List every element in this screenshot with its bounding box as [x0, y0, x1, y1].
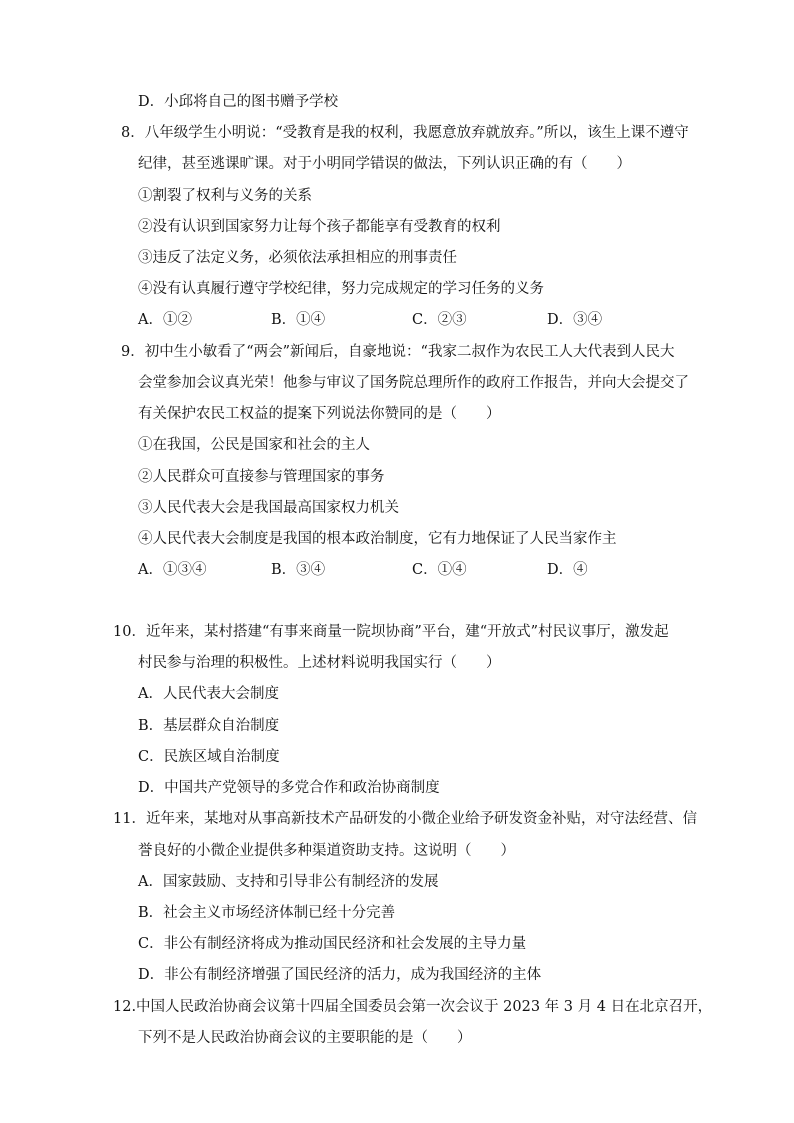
answer-option: C．②③	[412, 312, 467, 328]
answer-option: D．③④	[547, 312, 603, 328]
text-line: 下列不是人民政治协商会议的主要职能的是（ ）	[138, 1030, 472, 1046]
text-line: B．社会主义市场经济体制已经十分完善	[138, 905, 396, 921]
text-line: ③违反了法定义务，必须依法承担相应的刑事责任	[138, 250, 457, 266]
text-line: C．民族区域自治制度	[138, 749, 280, 765]
text-line: 10．近年来，某村搭建“有事来商量一院坝协商”平台，建“开放式”村民议事厅，激发起	[113, 624, 669, 640]
text-line: ②没有认识到国家努力让每个孩子都能享有受教育的权利	[138, 219, 501, 235]
answer-option: D．④	[547, 562, 588, 578]
text-line: ④没有认真履行遵守学校纪律，努力完成规定的学习任务的义务	[138, 281, 544, 297]
text-line: ②人民群众可直接参与管理国家的事务	[138, 469, 385, 485]
text-line: D．非公有制经济增强了国民经济的活力，成为我国经济的主体	[138, 967, 542, 983]
text-line: ④人民代表大会制度是我国的根本政治制度，它有力地保证了人民当家作主	[138, 531, 617, 547]
text-line: 有关保护农民工权益的提案下列说法你赞同的是（ ）	[138, 406, 501, 422]
answer-option: B．③④	[271, 562, 326, 578]
text-line: 誉良好的小微企业提供多种渠道资助支持。这说明（ ）	[138, 843, 515, 859]
text-line: 会堂参加会议真光荣！他参与审议了国务院总理所作的政府工作报告，并向大会提交了	[138, 375, 689, 391]
text-line: 纪律，甚至逃课旷课。对于小明同学错误的做法，下列认识正确的有（ ）	[138, 156, 631, 172]
text-line: C．非公有制经济将成为推动国民经济和社会发展的主导力量	[138, 936, 527, 952]
text-line: ③人民代表大会是我国最高国家权力机关	[138, 500, 399, 516]
answer-option: A．①③④	[138, 562, 207, 578]
text-line: 11．近年来，某地对从事高新技术产品研发的小微企业给予研发资金补贴，对守法经营、信	[113, 811, 697, 827]
text-line: ①割裂了权利与义务的关系	[138, 188, 312, 204]
text-line: B．基层群众自治制度	[138, 718, 280, 734]
text-line: ①在我国，公民是国家和社会的主人	[138, 437, 370, 453]
text-line: 8．八年级学生小明说：“受教育是我的权利，我愿意放弃就放弃。”所以，该生上课不遵守	[121, 125, 689, 141]
text-line: 村民参与治理的积极性。上述材料说明我国实行（ ）	[138, 655, 501, 671]
answer-option: B．①④	[271, 312, 326, 328]
text-line: A．国家鼓励、支持和引导非公有制经济的发展	[138, 874, 439, 890]
text-line: 9．初中生小敏看了“两会”新闻后，自豪地说：“我家二叔作为农民工人大代表到人民大	[121, 344, 675, 360]
answer-option: C．①④	[412, 562, 467, 578]
text-line: A．人民代表大会制度	[138, 686, 279, 702]
text-line: 12.中国人民政治协商会议第十四届全国委员会第一次会议于 2023 年 3 月 4 日在北京召开，	[113, 999, 713, 1015]
answer-option: A．①②	[138, 312, 192, 328]
text-line: D．中国共产党领导的多党合作和政治协商制度	[138, 780, 440, 796]
text-line: D．小邱将自己的图书赠予学校	[138, 94, 339, 110]
